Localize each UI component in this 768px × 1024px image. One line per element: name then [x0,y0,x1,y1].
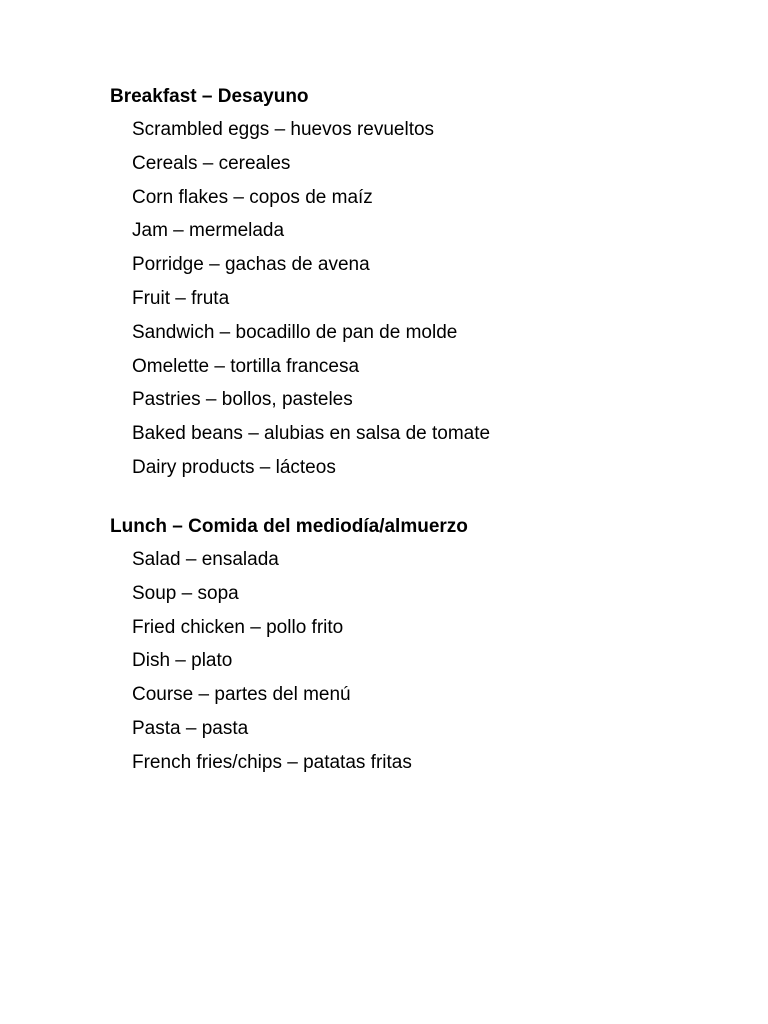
section-heading-lunch: Lunch – Comida del mediodía/almuerzo [110,515,468,537]
list-item: Corn flakes – copos de maíz [132,186,373,208]
list-item: Pasta – pasta [132,717,249,739]
list-item: Dairy products – lácteos [132,456,336,478]
list-item: Course – partes del menú [132,684,351,706]
list-item: Omelette – tortilla francesa [132,355,360,377]
list-item: Sandwich – bocadillo de pan de molde [132,321,458,343]
list-item: Dish – plato [132,650,233,672]
section-breakfast [110,84,730,480]
breakfast-vocabulary-list [110,117,730,480]
list-item: Baked beans – alubias en salsa de tomate [132,423,491,445]
list-item: Porridge – gachas de avena [132,254,370,276]
list-item: Cereals – cereales [132,152,291,174]
section-lunch [110,514,730,775]
list-item: Salad – ensalada [132,548,279,570]
list-item: Jam – mermelada [132,220,285,242]
list-item: Fruit – fruta [132,287,230,309]
section-heading-breakfast: Breakfast – Desayuno [110,86,309,107]
list-item: Scrambled eggs – huevos revueltos [132,119,435,140]
document-page [110,84,730,784]
lunch-vocabulary-list [110,547,730,775]
list-item: Soup – sopa [132,582,239,604]
list-item: Pastries – bollos, pasteles [132,389,353,411]
list-item: Fried chicken – pollo frito [132,616,344,638]
list-item: French fries/chips – patatas fritas [132,751,412,773]
